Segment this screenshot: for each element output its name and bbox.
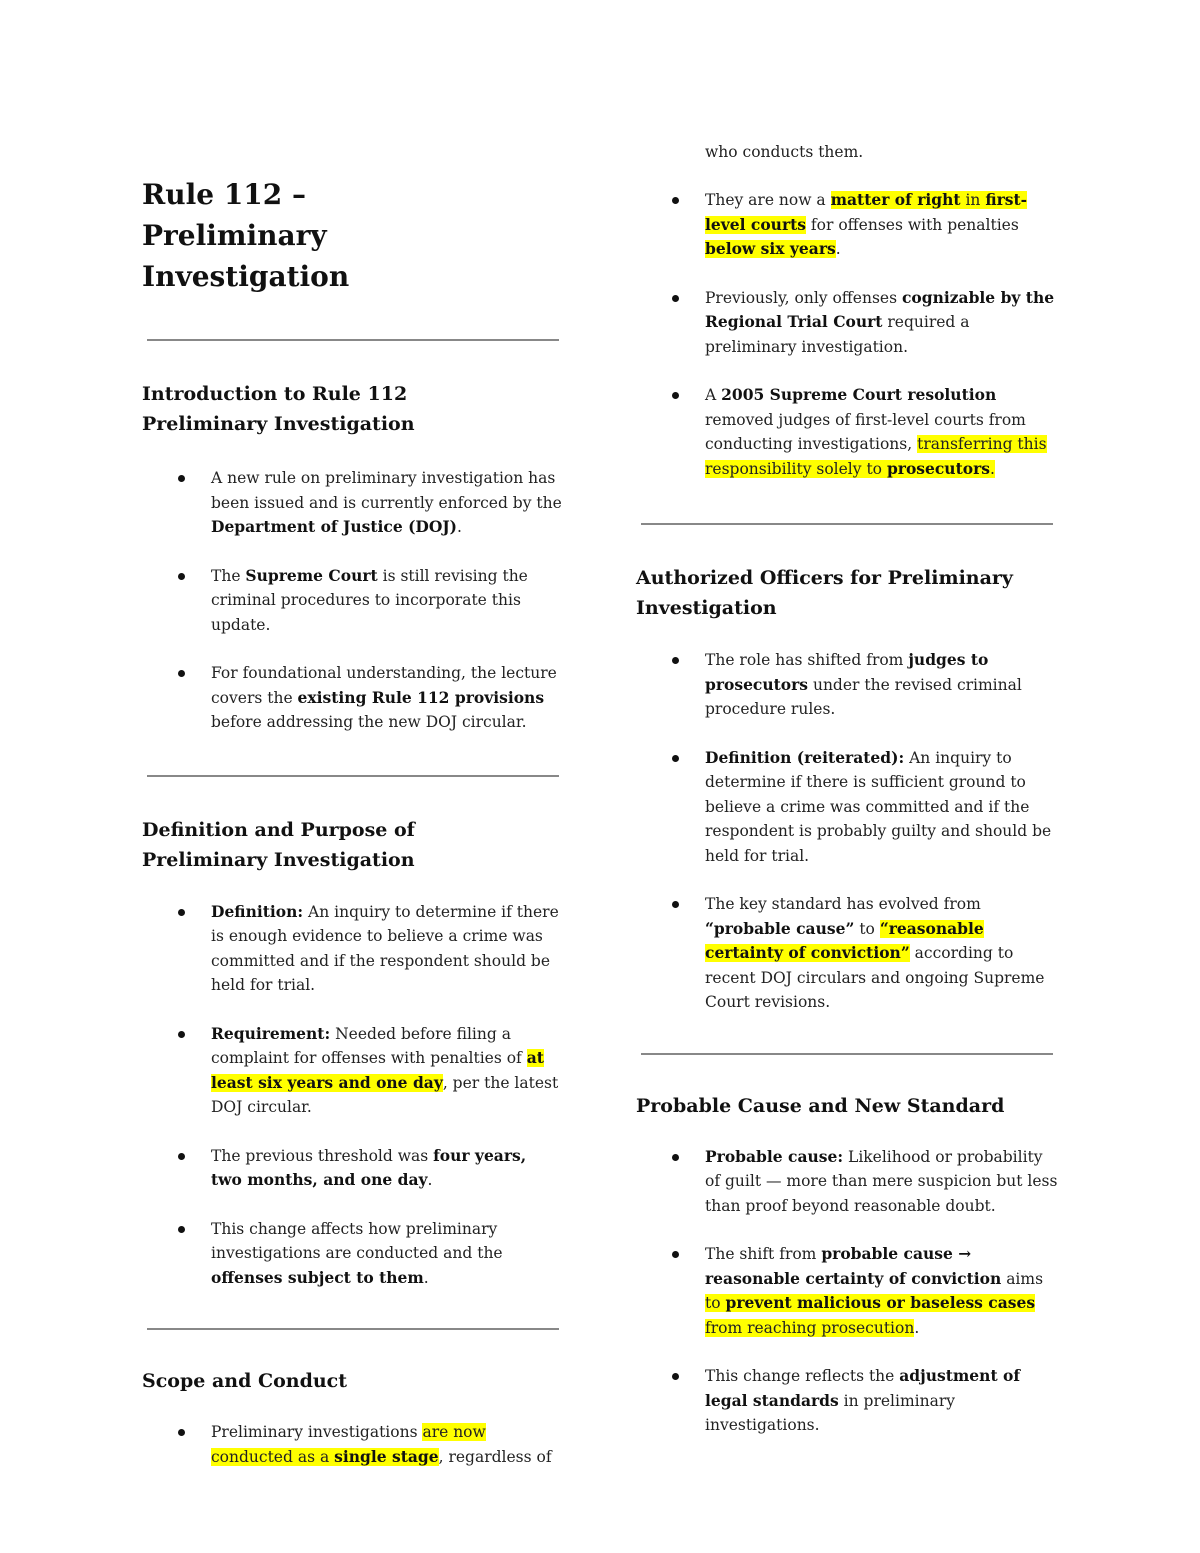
bullet-icon xyxy=(178,573,185,580)
page-title: Rule 112 – Preliminary Investigation xyxy=(142,178,350,293)
section-heading-scope: Scope and Conduct xyxy=(142,1370,348,1392)
list-item: Definition (reiterated): An inquiry to determine if there is sufficient ground to believe a crime was committed and if the respondent is probably guilty and should be held for trial. xyxy=(636,746,1056,869)
list-item: The role has shifted from judges to prosecutors under the revised criminal procedure rules. xyxy=(636,648,1056,722)
bullet-icon xyxy=(672,1251,679,1258)
list-item: Preliminary investigations are now conducted as a single stage, regardless of xyxy=(142,1420,562,1469)
bullet-icon xyxy=(178,475,185,482)
section-heading-officers: Authorized Officers for Preliminary Investigation xyxy=(636,567,1013,619)
list-item: Definition: An inquiry to determine if there is enough evidence to believe a crime was committed and if the respondent should be held for trial. xyxy=(142,900,562,998)
bullet-icon xyxy=(672,392,679,399)
bullet-icon xyxy=(178,1429,185,1436)
list-item: The Supreme Court is still revising the criminal procedures to incorporate this update. xyxy=(142,564,562,638)
list-item: Probable cause: Likelihood or probability of guilt — more than mere suspicion but less than proof beyond reasonable doubt. xyxy=(636,1145,1056,1219)
list-item: A new rule on preliminary investigation has been issued and is currently enforced by the Department of Justice (DOJ). xyxy=(142,466,562,540)
list-item: The shift from probable cause → reasonable certainty of conviction aims to prevent malicious or baseless cases from reaching prosecution. xyxy=(636,1242,1056,1340)
bullet-icon xyxy=(672,1373,679,1380)
bullet-icon xyxy=(672,755,679,762)
section-heading-intro: Introduction to Rule 112 Preliminary Investigation xyxy=(142,383,415,435)
left-column xyxy=(142,174,562,1469)
bullet-icon xyxy=(178,1153,185,1160)
list-item: They are now a matter of right in first-level courts for offenses with penalties below six years. xyxy=(636,188,1056,262)
bullet-icon xyxy=(178,670,185,677)
section-heading-definition: Definition and Purpose of Preliminary Investigation xyxy=(142,818,415,871)
standard-list xyxy=(636,1145,1056,1438)
officers-list xyxy=(636,648,1056,1015)
section-heading-standard: Probable Cause and New Standard xyxy=(636,1094,1005,1117)
list-item-continuation: who conducts them. xyxy=(705,143,864,161)
list-item: This change reflects the adjustment of legal standards in preliminary investigations. xyxy=(636,1364,1056,1438)
bullet-icon xyxy=(178,909,185,916)
scope-list-part2 xyxy=(636,188,1056,481)
bullet-icon xyxy=(672,197,679,204)
bullet-icon xyxy=(672,657,679,664)
list-item: For foundational understanding, the lecture covers the existing Rule 112 provisions before addressing the new DOJ circular. xyxy=(142,661,562,735)
list-item: The previous threshold was four years, two months, and one day. xyxy=(142,1144,562,1193)
scope-list-part1 xyxy=(142,1420,562,1469)
bullet-icon xyxy=(672,901,679,908)
list-item: The key standard has evolved from “probable cause” to “reasonable certainty of conviction” according to recent DOJ circulars and ongoing Supreme Court revisions. xyxy=(636,892,1056,1015)
definition-list xyxy=(142,900,562,1291)
list-item: A 2005 Supreme Court resolution removed judges of first-level courts from conducting investigations, transferring this responsibility solely to prosecutors. xyxy=(636,383,1056,481)
bullet-icon xyxy=(178,1031,185,1038)
bullet-icon xyxy=(178,1226,185,1233)
list-item: Previously, only offenses cognizable by the Regional Trial Court required a preliminary investigation. xyxy=(636,286,1056,360)
list-item: Requirement: Needed before filing a complaint for offenses with penalties of at least six years and one day, per the latest DOJ circular. xyxy=(142,1022,562,1120)
bullet-icon xyxy=(672,1154,679,1161)
intro-list xyxy=(142,466,562,735)
list-item: This change affects how preliminary investigations are conducted and the offenses subject to them. xyxy=(142,1217,562,1291)
bullet-icon xyxy=(672,295,679,302)
